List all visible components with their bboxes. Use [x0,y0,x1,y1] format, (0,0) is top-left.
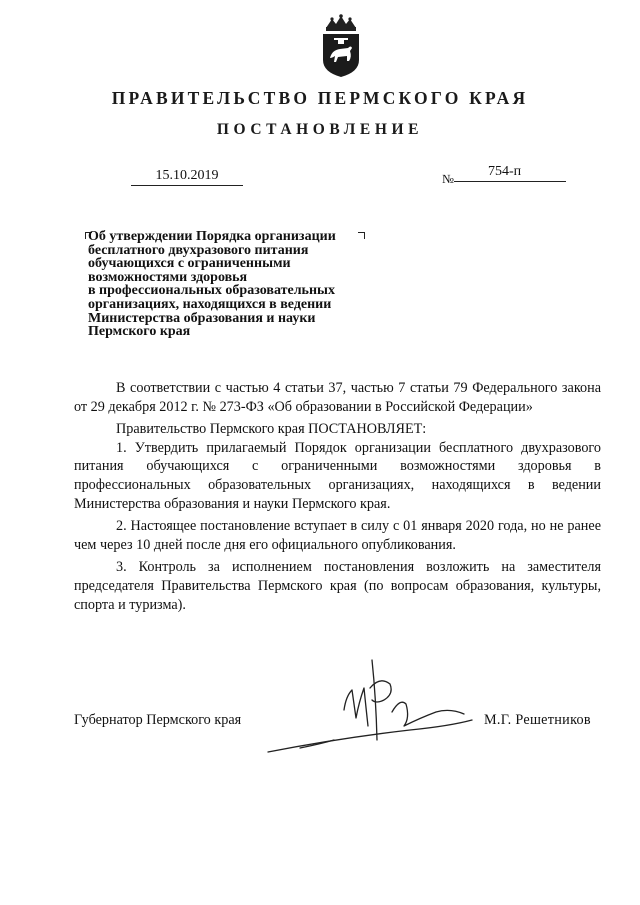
signatory-name: М.Г. Решетников [484,712,591,728]
number-sign: № [442,172,454,186]
preamble-paragraph: В соответствии с частью 4 статьи 37, частью 7 статьи 79 Федерального закона от 29 декабря 2012 г. № 273-ФЗ «Об образовании в Российской Федерации» [74,380,601,415]
item-paragraph: 1. Утвердить прилагаемый Порядок организации бесплатного двухразового питания обучающихся с ограниченными возможностями здоровья в профессиональных образовательных организациях, находящихся в ведении Министерства образования и науки Пермского края. [74,439,601,512]
document-number-field [454,163,566,182]
subject-line: в профессиональных образовательных [88,283,335,299]
signatory-title: Губернатор Пермского края [74,712,242,728]
subject-line: обучающихся с ограниченными [88,256,291,272]
document-type: ПОСТАНОВЛЕНИЕ [216,121,424,138]
handwritten-signature-icon [260,648,480,760]
subject-line: организациях, находящихся в ведении [88,296,332,312]
subject-line: Министерства образования и науки [88,310,316,326]
subject-line: Пермского края [88,324,191,340]
government-title: ПРАВИТЕЛЬСТВО ПЕРМСКОГО КРАЯ [111,88,529,108]
document-body [74,379,601,614]
item-paragraph: 3. Контроль за исполнением постановления возложить на заместителя председателя Правительства Пермского края (по вопросам образования, культуры, спорта и туризма). [74,559,601,613]
perm-krai-coat-of-arms-icon [318,14,364,78]
subject-line: Об утверждении Порядка организации [88,229,336,244]
decree-paragraph: Правительство Пермского края ПОСТАНОВЛЯЕТ: [116,421,427,438]
document-date: 15.10.2019 [131,167,243,186]
document-subject [88,230,388,339]
subject-line: возможностями здоровья [88,269,248,285]
item-paragraph: 2. Настоящее постановление вступает в силу с 01 января 2020 года, но не ранее чем через 10 дней после дня его официального опубликования. [74,518,601,553]
subject-line: бесплатного двухразового питания [88,242,309,258]
document-number: 754-п [488,164,522,179]
